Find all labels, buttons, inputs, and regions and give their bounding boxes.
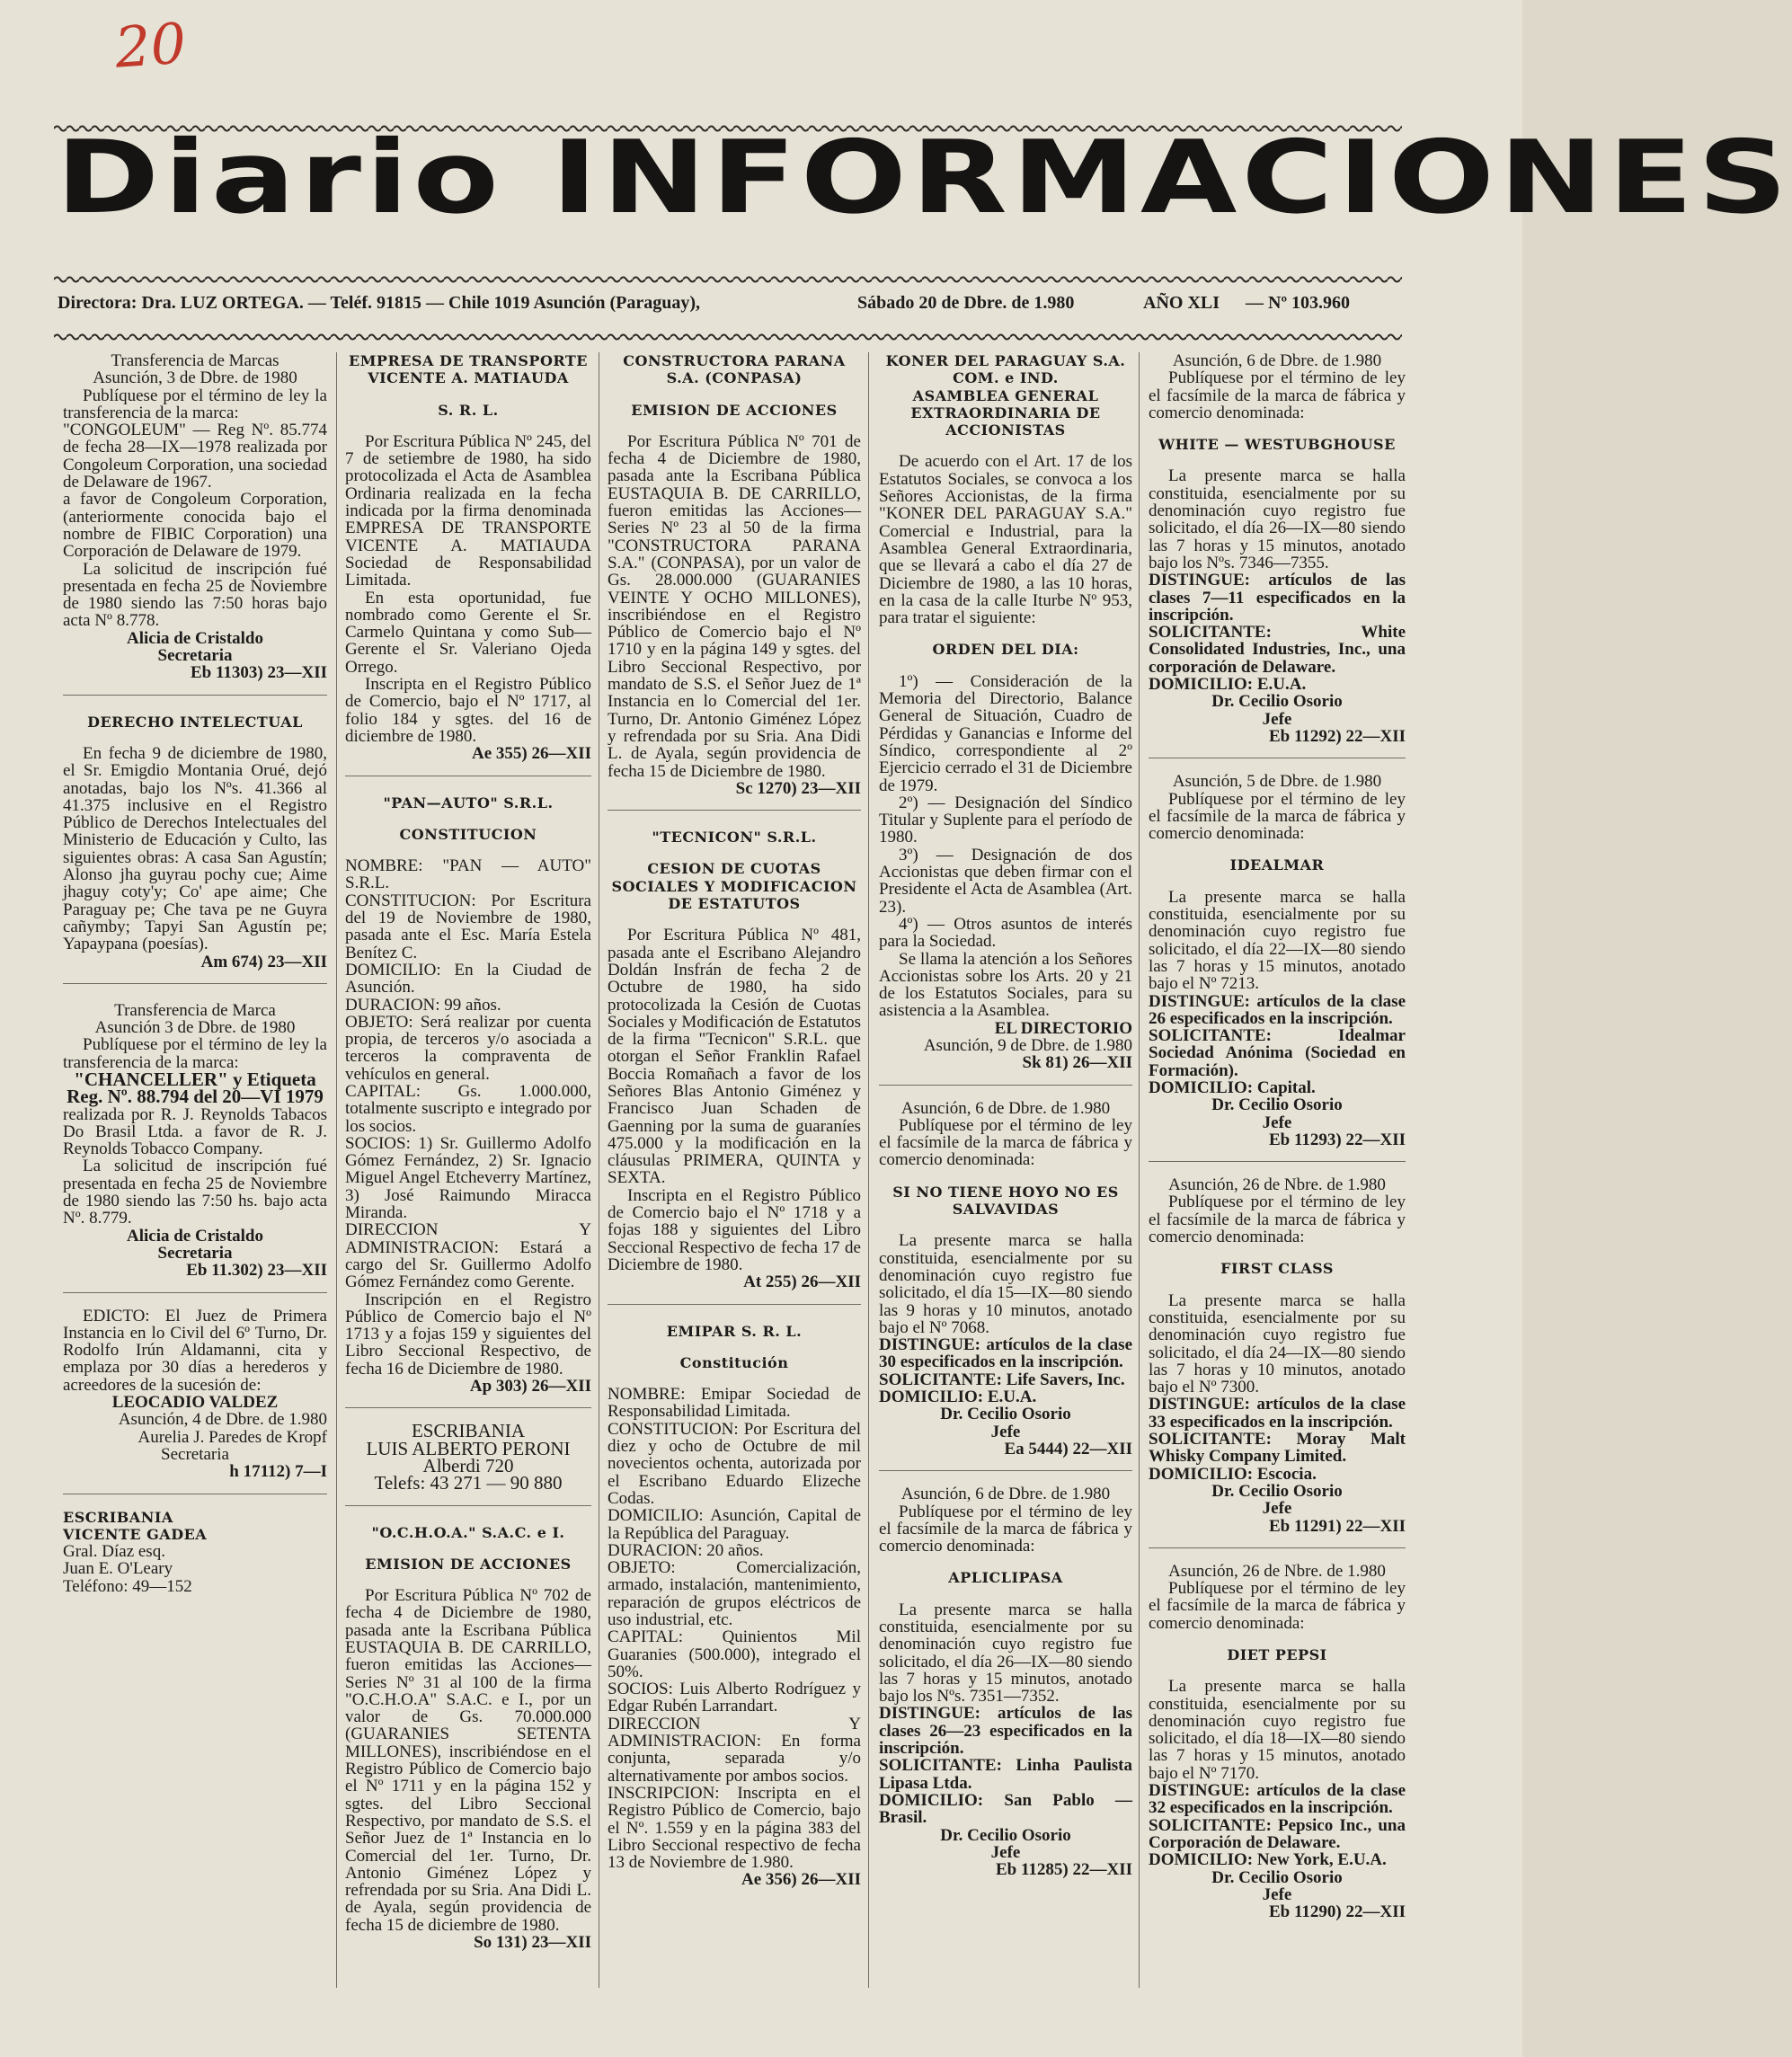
text-line: Jefe bbox=[1262, 709, 1292, 729]
text-line: DOMICILIO: Escocia. bbox=[1149, 1464, 1317, 1484]
text-line: CAPITAL: Gs. 1.000.000, totalmente suscripto e integrado por los socios. bbox=[345, 1081, 591, 1136]
text-line: SOLICITANTE: Life Savers, Inc. bbox=[879, 1370, 1125, 1389]
text-line: Asunción, 26 de Nbre. de 1.980 bbox=[1168, 1175, 1386, 1195]
text-line: "CHANCELLER" y Etiqueta Reg. Nº. 88.794 del 20—VI 1979 bbox=[67, 1068, 324, 1108]
text-line: VICENTE GADEA bbox=[63, 1525, 208, 1543]
divider bbox=[63, 1292, 327, 1293]
notice-matiauda bbox=[345, 352, 591, 763]
spacer bbox=[1149, 421, 1406, 436]
text-line: Sk 81) 26—XII bbox=[1022, 1053, 1132, 1073]
spacer bbox=[345, 1541, 591, 1556]
text-line: Por Escritura Pública Nº 481, pasada ante el Escribano Alejandro Doldán Insfrán de fecha 2 de Octubre de 1980, ha sido protocolizada la Cesión de Cuotas Sociales y Modificación de Estatutos de la firma "Tecnicon" S.R.L. que otorgan el Señor Franklin Rafael Boccia Romañach a favor de los Señores Blas Antonio Giménez y Francisco Juan Schaden de Gaenning por la suma de guaraníes 475.000 y la modificación en la cláusulas PRIMERA, QUINTA y SEXTA. bbox=[608, 926, 861, 1188]
text-line: KONER DEL PARAGUAY S.A. COM. e IND. bbox=[885, 352, 1126, 387]
text-line: Aurelia J. Paredes de Kropf bbox=[138, 1427, 327, 1447]
text-line: Telefs: 43 271 — 90 880 bbox=[374, 1472, 563, 1494]
divider bbox=[345, 1407, 591, 1408]
text-line: Constitución bbox=[679, 1353, 789, 1371]
text-line: ESCRIBANIA bbox=[63, 1508, 173, 1526]
spacer bbox=[879, 1587, 1132, 1601]
text-line: SOLICITANTE: Pepsico Inc., una Corporación de Delaware. bbox=[1149, 1815, 1406, 1852]
text-line: EMIPAR S. R. L. bbox=[666, 1322, 803, 1340]
escribania-peroni bbox=[345, 1420, 591, 1494]
spacer bbox=[1149, 874, 1406, 889]
text-line: OBJETO: Será realizar por cuenta propia, de terceros y/o asociada a terceros la compraventa de vehículos en general. bbox=[345, 1012, 591, 1084]
notice-ochoa bbox=[345, 1524, 591, 1952]
text-line: Secretaria bbox=[157, 646, 233, 666]
text-line: SOLICITANTE: Idealmar Sociedad Anónima (Sociedad en Formación). bbox=[1149, 1026, 1406, 1080]
text-line: Jefe bbox=[990, 1422, 1021, 1441]
text-line: Publíquese por el término de ley la transferencia de la marca: bbox=[63, 1035, 327, 1072]
issue-year: AÑO XLI bbox=[1143, 293, 1220, 313]
text-line: La presente marca se halla constituida, esencialmente por su denominación cuyo registro fue solicitado, el día 26—IX—80 siendo las 7 horas y 15 minutos, anotado bajo los Nºs. 7351—7352. bbox=[879, 1600, 1132, 1707]
spacer bbox=[608, 1340, 861, 1354]
spacer bbox=[345, 811, 591, 826]
text-line: ESCRIBANIA bbox=[411, 1420, 525, 1442]
text-line: La solicitud de inscripción fué presentada en fecha 25 de Noviembre de 1980 siendo las 7:50 horas bajo acta Nº 8.778. bbox=[63, 559, 327, 631]
text-line: DOMICILIO: En la Ciudad de Asunción. bbox=[345, 960, 591, 997]
column-rule bbox=[1139, 352, 1140, 1988]
column-1 bbox=[63, 352, 327, 1595]
divider bbox=[345, 1505, 591, 1506]
text-line: "PAN—AUTO" S.R.L. bbox=[383, 794, 554, 811]
ornament-rule-bottom bbox=[54, 332, 1402, 341]
text-line: DOMICILIO: E.U.A. bbox=[879, 1388, 1037, 1407]
text-line: Ae 355) 26—XII bbox=[472, 744, 591, 764]
spacer bbox=[1149, 1246, 1406, 1260]
text-line: CONSTITUCION: Por Escritura del diez y ocho de Octubre de mil novecientos ochenta, autorizada por el Escribano Eduardo Elizeche Codas. bbox=[608, 1419, 861, 1508]
text-line: Dr. Cecilio Osorio bbox=[1211, 1481, 1343, 1501]
text-line: Dr. Cecilio Osorio bbox=[1211, 1095, 1343, 1115]
text-line: At 255) 26—XII bbox=[743, 1272, 861, 1292]
notice-congoleum bbox=[63, 352, 327, 682]
text-line: Ae 356) 26—XII bbox=[741, 1870, 861, 1890]
text-line: Por Escritura Pública Nº 701 de fecha 4 de Diciembre de 1980, pasada ante la Escribana Pública EUSTAQUIA B. DE CARRILLO, fueron emitidas las Acciones—Series Nº 23 al 50 de la firma "CONSTRUCTORA PARANA S.A." (CONPASA), por un valor de Gs. 28.000.000 (GUARANIES VEINTE Y OCHO MILLONES), inscribiéndose en el Registro Público de Comercio bajo el Nº 1710 y en la página 149 y sgtes. del Libro Seccional Respectivo, por mandato de S.S. el Señor Juez de 1ª Instancia en lo Comercial del 1er. Turno, Dr. Antonio Giménez López y refrendada por su Sria. Ana Didi L. de Ayala, según providencia de fecha 15 de Diciembre de 1980. bbox=[608, 431, 861, 781]
spacer bbox=[608, 846, 861, 860]
text-line: La presente marca se halla constituida, esencialmente por su denominación cuyo registro fue solicitado, el día 22—IX—80 siendo las 7 horas y 15 minutos, anotado bajo el Nº 7213. bbox=[1149, 887, 1406, 994]
text-line: SOCIOS: 1) Sr. Guillermo Adolfo Gómez Fernández, 2) Sr. Ignacio Miguel Angel Etcheverry Martínez, 3) José Raimundo Miracca Miranda. bbox=[345, 1133, 591, 1223]
text-line: Jefe bbox=[1262, 1884, 1292, 1904]
notice-first-class bbox=[1149, 1176, 1406, 1535]
text-line: Inscripción en el Registro Público de Comercio bajo el Nº 1713 y a fojas 159 y siguientes del Libro Seccional Respectivo, de fecha 16 de Diciembre de 1980. bbox=[345, 1290, 591, 1379]
spacer bbox=[608, 912, 861, 927]
notice-idealmar bbox=[1149, 773, 1406, 1148]
text-line: DIRECCION Y ADMINISTRACION: Estará a cargo del Sr. Guillermo Adolfo Gómez Fernández como Gerente. bbox=[345, 1220, 591, 1292]
text-line: Dr. Cecilio Osorio bbox=[1211, 692, 1343, 712]
text-line: EL DIRECTORIO bbox=[994, 1018, 1132, 1038]
text-line: LUIS ALBERTO PERONI bbox=[366, 1437, 571, 1459]
text-line: DISTINGUE: artículos de la clase 30 especificados en la inscripción. bbox=[879, 1335, 1132, 1372]
text-line: La presente marca se halla constituida, esencialmente por su denominación cuyo registro fue solicitado, el día 18—IX—80 siendo las 7 horas y 15 minutos, anotado bajo el Nº 7170. bbox=[1149, 1677, 1406, 1783]
notice-conpasa bbox=[608, 352, 861, 797]
text-line: 3º) — Designación de dos Accionistas que deben firmar con el Presidente el Acta de Asamblea (Art. 23). bbox=[879, 845, 1132, 917]
spacer bbox=[345, 1573, 591, 1587]
notice-chanceller bbox=[63, 1002, 327, 1280]
text-line: Alicia de Cristaldo bbox=[127, 628, 263, 648]
spacer bbox=[1149, 1663, 1406, 1678]
text-line: DISTINGUE: artículos de las clases 26—23 especificados en la inscripción. bbox=[879, 1704, 1132, 1759]
directora-info: Directora: Dra. LUZ ORTEGA. — Teléf. 91815 — Chile 1019 Asunción (Paraguay), bbox=[58, 293, 701, 313]
text-line: EMISION DE ACCIONES bbox=[631, 401, 838, 419]
notice-salvavidas bbox=[879, 1100, 1132, 1459]
text-line: Asunción 3 de Dbre. de 1980 bbox=[94, 1018, 296, 1038]
text-line: Sc 1270) 23—XII bbox=[735, 778, 861, 798]
text-line: Inscripta en el Registro Público de Comercio, bajo el Nº 1717, al folio 184 y sgtes. del 16 de diciembre de 1980. bbox=[345, 675, 591, 746]
divider bbox=[879, 1470, 1132, 1471]
text-line: DOMICILIO: New York, E.U.A. bbox=[1149, 1850, 1387, 1870]
divider bbox=[1149, 1161, 1406, 1162]
text-line: DIRECCION Y ADMINISTRACION: En forma conjunta, separada y/o alternativamente por ambos socios. bbox=[608, 1714, 861, 1786]
text-line: Gral. Díaz esq. bbox=[63, 1542, 165, 1562]
text-line: Asunción, 5 de Dbre. de 1.980 bbox=[1172, 772, 1382, 792]
text-line: Asunción, 26 de Nbre. de 1.980 bbox=[1168, 1561, 1386, 1581]
divider bbox=[63, 695, 327, 696]
text-line: "CONGOLEUM" — Reg Nº. 85.774 de fecha 28—IX—1978 realizada por Congoleum Corporation, una sociedad de Delaware de 1967. bbox=[63, 421, 327, 492]
text-line: h 17112) 7—I bbox=[229, 1462, 327, 1482]
text-line: Publíquese por el término de ley el facsímile de la marca de fábrica y comercio denominada: bbox=[879, 1115, 1132, 1170]
text-line: FIRST CLASS bbox=[1220, 1260, 1334, 1278]
text-line: Asunción, 3 de Dbre. de 1980 bbox=[93, 368, 297, 388]
text-line: Asunción, 6 de Dbre. de 1.980 bbox=[1172, 351, 1382, 370]
text-line: Ea 5444) 22—XII bbox=[1004, 1439, 1132, 1459]
text-line: Transferencia de Marcas bbox=[111, 351, 279, 370]
text-line: S. R. L. bbox=[438, 401, 499, 419]
spacer bbox=[1149, 1632, 1406, 1646]
text-line: Asunción, 4 de Dbre. de 1.980 bbox=[118, 1410, 327, 1430]
text-line: Eb 11285) 22—XII bbox=[995, 1860, 1132, 1880]
handwritten-page-number: 20 bbox=[112, 10, 189, 81]
ornament-rule-middle bbox=[54, 275, 1402, 284]
text-line: Jefe bbox=[1262, 1499, 1292, 1519]
issue-number: — Nº 103.960 bbox=[1246, 293, 1351, 313]
text-line: NOMBRE: "PAN — AUTO" S.R.L. bbox=[345, 856, 591, 893]
spacer bbox=[345, 387, 591, 402]
text-line: Ap 303) 26—XII bbox=[469, 1377, 591, 1396]
text-line: Jefe bbox=[1262, 1113, 1292, 1132]
text-line: IDEALMAR bbox=[1229, 856, 1325, 874]
text-line: Alberdi 720 bbox=[422, 1454, 514, 1476]
text-line: realizada por R. J. Reynolds Tabacos Do Brasil Ltda. a favor de R. J. Reynolds Tobacco Company. bbox=[63, 1104, 327, 1159]
text-line: DIET PEPSI bbox=[1227, 1646, 1327, 1663]
text-line: En esta oportunidad, fue nombrado como Gerente el Sr. Carmelo Quintana y como Sub—Gerente el Sr. Valeriano Ojeda Orrego. bbox=[345, 588, 591, 677]
text-line: DOMICILIO: Asunción, Capital de la República del Paraguay. bbox=[608, 1506, 861, 1543]
text-line: Asunción, 6 de Dbre. de 1.980 bbox=[900, 1098, 1111, 1118]
column-2 bbox=[345, 352, 591, 1951]
text-line: CAPITAL: Quinientos Mil Guaranies (500.000), integrado el 50%. bbox=[608, 1627, 861, 1681]
text-line: En fecha 9 de diciembre de 1980, el Sr. Emigdio Montania Orué, dejó anotadas, bajo los Nºs. 41.366 al 41.375 inclusive en el Registro Público de Derechos Intelectuales del Ministerio de Educación y Culto, las siguientes obras: A casa San Agustín; Alonso jha guyrau pochy cue; Aime jhaguy coty'y; Co' ape aime; Che Paraguay pe; Che tava pe ne Guyra cañymby; Tapyi San Agustín pe; Yapaypana (poesías). bbox=[63, 743, 327, 954]
text-line: 4º) — Otros asuntos de interés para la Sociedad. bbox=[879, 914, 1132, 952]
text-line: SOLICITANTE: White Consolidated Industries, Inc., una corporación de Delaware. bbox=[1149, 623, 1406, 677]
text-line: Publíquese por el término de ley el facsímile de la marca de fábrica y comercio denominada: bbox=[1149, 1193, 1406, 1247]
text-line: Teléfono: 49—152 bbox=[63, 1576, 192, 1596]
text-line: DISTINGUE: artículos de la clase 32 especificados en la inscripción. bbox=[1149, 1781, 1406, 1818]
text-line: De acuerdo con el Art. 17 de los Estatutos Sociales, se convoca a los Señores Accionistas, de la firma "KONER DEL PARAGUAY S.A." Comercial e Industrial, para la Asamblea General Extraordinaria, que se llevará a cabo el día 27 de Diciembre de 1980, a las 10 horas, en la casa de la calle Iturbe Nº 953, para tratar el siguiente: bbox=[879, 452, 1132, 628]
escribania-gadea bbox=[63, 1509, 327, 1595]
masthead-info-line bbox=[58, 293, 1406, 318]
spacer bbox=[1149, 453, 1406, 467]
notice-emipar bbox=[608, 1323, 861, 1889]
spacer bbox=[879, 439, 1132, 453]
text-line: LEOCADIO VALDEZ bbox=[111, 1393, 279, 1413]
text-line: Asunción, 6 de Dbre. de 1.980 bbox=[900, 1485, 1111, 1504]
masthead-title: Diario INFORMACIONES bbox=[56, 120, 1792, 236]
text-line: SOCIOS: Luis Alberto Rodríguez y Edgar Rubén Larrandart. bbox=[608, 1680, 861, 1716]
text-line: DISTINGUE: artículos de la clase 33 especificados en la inscripción. bbox=[1149, 1395, 1406, 1432]
text-line: Eb 11292) 22—XII bbox=[1268, 726, 1406, 746]
text-line: Publíquese por el término de ley el facsímile de la marca de fábrica y comercio denominada: bbox=[1149, 1579, 1406, 1633]
text-line: Por Escritura Pública Nº 702 de fecha 4 de Diciembre de 1980, pasada ante la Escribana Pública EUSTAQUIA B. DE CARRILLO, fueron emitidas las Acciones—Series Nº 31 al 100 de la firma "O.C.H.O.A" S.A.C. e I., por un valor de Gs. 70.000.000 (GUARANIES SETENTA MILLONES), inscribiéndose en el Registro Público de Comercio bajo el Nº 1711 y en la página 152 y sgtes. del Libro Seccional Respectivo, por mandato de S.S. el Señor Juez de 1ª Instancia en lo Comercial del 1er. Turno, Dr. Antonio Giménez López y refrendada por su Sria. Ana Didi L. de Ayala, según providencia de fecha 15 de diciembre de 1980. bbox=[345, 1586, 591, 1935]
text-line: Jefe bbox=[990, 1842, 1021, 1862]
notice-diet-pepsi bbox=[1149, 1563, 1406, 1921]
spacer bbox=[879, 1169, 1132, 1184]
text-line: Publíquese por el término de ley el facsímile de la marca de fábrica y comercio denominada: bbox=[1149, 368, 1406, 422]
text-line: CONSTITUCION: Por Escritura del 19 de Noviembre de 1980, pasada ante el Esc. María Estela Benítez C. bbox=[345, 891, 591, 962]
text-line: DURACION: 99 años. bbox=[345, 995, 501, 1015]
text-line: DOMICILIO: San Pablo — Brasil. bbox=[879, 1790, 1132, 1828]
spacer bbox=[1149, 1278, 1406, 1292]
text-line: Dr. Cecilio Osorio bbox=[940, 1405, 1071, 1424]
text-line: NOMBRE: Emipar Sociedad de Responsabilidad Limitada. bbox=[608, 1385, 861, 1422]
text-line: DISTINGUE: artículos de las clases 7—11 especificados en la inscripción. bbox=[1149, 571, 1406, 625]
text-line: Eb 11.302) 23—XII bbox=[186, 1261, 327, 1281]
text-line: Se llama la atención a los Señores Accionistas sobre los Arts. 20 y 21 de los Estatutos Sociales, para su asistencia a la Asamblea. bbox=[879, 949, 1132, 1021]
text-line: APLICLIPASA bbox=[948, 1569, 1063, 1587]
spacer bbox=[879, 1555, 1132, 1569]
column-rule bbox=[868, 352, 869, 1988]
text-line: Alicia de Cristaldo bbox=[127, 1226, 263, 1246]
text-line: ASAMBLEA GENERAL EXTRAORDINARIA DE ACCIONISTAS bbox=[910, 386, 1101, 439]
text-line: 2º) — Designación del Síndico Titular y Suplente para el período de 1980. bbox=[879, 793, 1132, 847]
text-line: CONSTRUCTORA PARANA S.A. (CONPASA) bbox=[623, 352, 846, 387]
text-line: SOLICITANTE: Moray Malt Whisky Company Limited. bbox=[1149, 1430, 1406, 1467]
text-line: INSCRIPCION: Inscripta en el Registro Público de Comercio, bajo el Nº. 1.559 y en la página 383 del Libro Seccional respectivo de fecha 13 de Noviembre de 1.980. bbox=[608, 1783, 861, 1873]
text-line: Secretaria bbox=[157, 1243, 233, 1263]
text-line: EMISION DE ACCIONES bbox=[365, 1555, 572, 1573]
text-line: Dr. Cecilio Osorio bbox=[940, 1825, 1071, 1845]
text-line: ORDEN DEL DIA: bbox=[932, 641, 1079, 659]
text-line: SI NO TIENE HOYO NO ES SALVAVIDAS bbox=[892, 1183, 1119, 1219]
divider bbox=[608, 810, 861, 811]
text-line: DERECHO INTELECTUAL bbox=[87, 713, 303, 731]
text-line: EDICTO: El Juez de Primera Instancia en lo Civil del 6º Turno, Dr. Rodolfo Irún Aldamanni, cita y emplaza por 30 días a herederos y acreedores de la sucesión de: bbox=[63, 1306, 327, 1395]
spacer bbox=[608, 419, 861, 433]
text-line: EMPRESA DE TRANSPORTE VICENTE A. MATIAUDA bbox=[349, 352, 588, 387]
text-line: 1º) — Consideración de la Memoria del Directorio, Balance General de Situación, Cuadro de Pérdidas y Ganancias e Informe del Síndico, correspondiente al 2º Ejercicio cerrado el 31 de Diciembre de 1979. bbox=[879, 671, 1132, 795]
spacer bbox=[345, 843, 591, 857]
text-line: DURACION: 20 años. bbox=[608, 1540, 764, 1560]
text-line: Inscripta en el Registro Público de Comercio bajo el Nº 1718 y a fojas 188 y siguientes del Libro Seccional Respectivo de fecha 17 de Diciembre de 1980. bbox=[608, 1185, 861, 1274]
divider bbox=[63, 983, 327, 984]
spacer bbox=[879, 659, 1132, 673]
spacer bbox=[63, 731, 327, 745]
text-line: "TECNICON" S.R.L. bbox=[652, 829, 817, 847]
text-line: La presente marca se halla constituida, esencialmente por su denominación cuyo registro fue solicitado, el día 26—IX—80 siendo las 7 horas y 15 minutos, anotado bajo los Nºs. 7346—7355. bbox=[1149, 466, 1406, 572]
text-line: Publíquese por el término de ley el facsímile de la marca de fábrica y comercio denominada: bbox=[1149, 789, 1406, 844]
divider bbox=[608, 1304, 861, 1305]
notice-edicto bbox=[63, 1308, 327, 1481]
text-line: Dr. Cecilio Osorio bbox=[1211, 1867, 1343, 1887]
spacer bbox=[879, 1218, 1132, 1232]
notice-pan-auto bbox=[345, 794, 591, 1396]
text-line: Eb 11290) 22—XII bbox=[1268, 1902, 1406, 1922]
text-line: Am 674) 23—XII bbox=[200, 952, 327, 971]
divider bbox=[1149, 1547, 1406, 1548]
text-line: Asunción, 9 de Dbre. de 1.980 bbox=[923, 1035, 1132, 1055]
notice-derecho-intelectual bbox=[63, 714, 327, 971]
spacer bbox=[1149, 842, 1406, 856]
divider bbox=[879, 1085, 1132, 1086]
column-rule bbox=[336, 352, 337, 1988]
text-line: SOLICITANTE: Linha Paulista Lipasa Ltda. bbox=[879, 1756, 1132, 1793]
text-line: OBJETO: Comercialización, armado, instalación, mantenimiento, reparación de grupos eléctricos de uso industrial, etc. bbox=[608, 1558, 861, 1629]
text-line: DOMICILIO: E.U.A. bbox=[1149, 675, 1307, 695]
text-line: CONSTITUCION bbox=[399, 825, 537, 843]
text-line: Eb 11303) 23—XII bbox=[190, 663, 327, 683]
text-line: Juan E. O'Leary bbox=[63, 1559, 173, 1579]
text-line: La presente marca se halla constituida, esencialmente por su denominación cuyo registro fue solicitado, el día 24—IX—80 siendo las 7 horas y 10 minutos, anotado bajo el Nº 7300. bbox=[1149, 1290, 1406, 1397]
text-line: Transferencia de Marca bbox=[114, 1000, 276, 1020]
notice-koner bbox=[879, 352, 1132, 1072]
text-line: Por Escritura Pública Nº 245, del 7 de setiembre de 1980, ha sido protocolizada el Acta de Asamblea Ordinaria realizada en la fecha indicada por la firma denominada EMPRESA DE TRANSPORTE VICENTE A. MATIAUDA Sociedad de Responsabilidad Limitada. bbox=[345, 431, 591, 590]
text-line: a favor de Congoleum Corporation, (anteriormente conocida bajo el nombre de FIBIC Corporation) una Corporación de Delaware de 1979. bbox=[63, 490, 327, 562]
text-line: Publíquese por el término de ley la transferencia de la marca: bbox=[63, 386, 327, 422]
text-line: WHITE — WESTUBGHOUSE bbox=[1158, 436, 1396, 454]
text-line: "O.C.H.O.A." S.A.C. e I. bbox=[371, 1523, 565, 1541]
notice-apliclipasa bbox=[879, 1485, 1132, 1878]
text-line: Eb 11291) 22—XII bbox=[1268, 1516, 1406, 1536]
text-line: Publíquese por el término de ley el facsímile de la marca de fábrica y comercio denominada: bbox=[879, 1502, 1132, 1556]
spacer bbox=[608, 387, 861, 402]
column-3 bbox=[608, 352, 861, 1889]
spacer bbox=[345, 419, 591, 433]
column-4 bbox=[879, 352, 1132, 1878]
text-line: Eb 11293) 22—XII bbox=[1268, 1130, 1406, 1149]
text-line: La presente marca se halla constituida, esencialmente por su denominación cuyo registro fue solicitado, el día 15—IX—80 siendo las 9 horas y 10 minutos, anotado bajo el Nº 7068. bbox=[879, 1231, 1132, 1337]
text-line: Secretaria bbox=[161, 1444, 229, 1464]
notice-white-westinghouse bbox=[1149, 352, 1406, 745]
text-line: La solicitud de inscripción fué presentada en fecha 25 de Noviembre de 1980 siendo las 7:50 hs. bajo acta Nº. 8.779. bbox=[63, 1157, 327, 1228]
column-5 bbox=[1149, 352, 1406, 1920]
text-line: DOMICILIO: Capital. bbox=[1149, 1077, 1316, 1097]
text-line: DISTINGUE: artículos de la clase 26 especificados en la inscripción. bbox=[1149, 991, 1406, 1028]
text-line: CESION DE CUOTAS SOCIALES Y MODIFICACION DE ESTATUTOS bbox=[611, 860, 857, 913]
spacer bbox=[608, 1371, 861, 1386]
notice-tecnicon bbox=[608, 829, 861, 1290]
text-line: So 131) 23—XII bbox=[474, 1933, 591, 1953]
spacer bbox=[879, 626, 1132, 641]
issue-date: Sábado 20 de Dbre. de 1.980 bbox=[857, 293, 1075, 313]
